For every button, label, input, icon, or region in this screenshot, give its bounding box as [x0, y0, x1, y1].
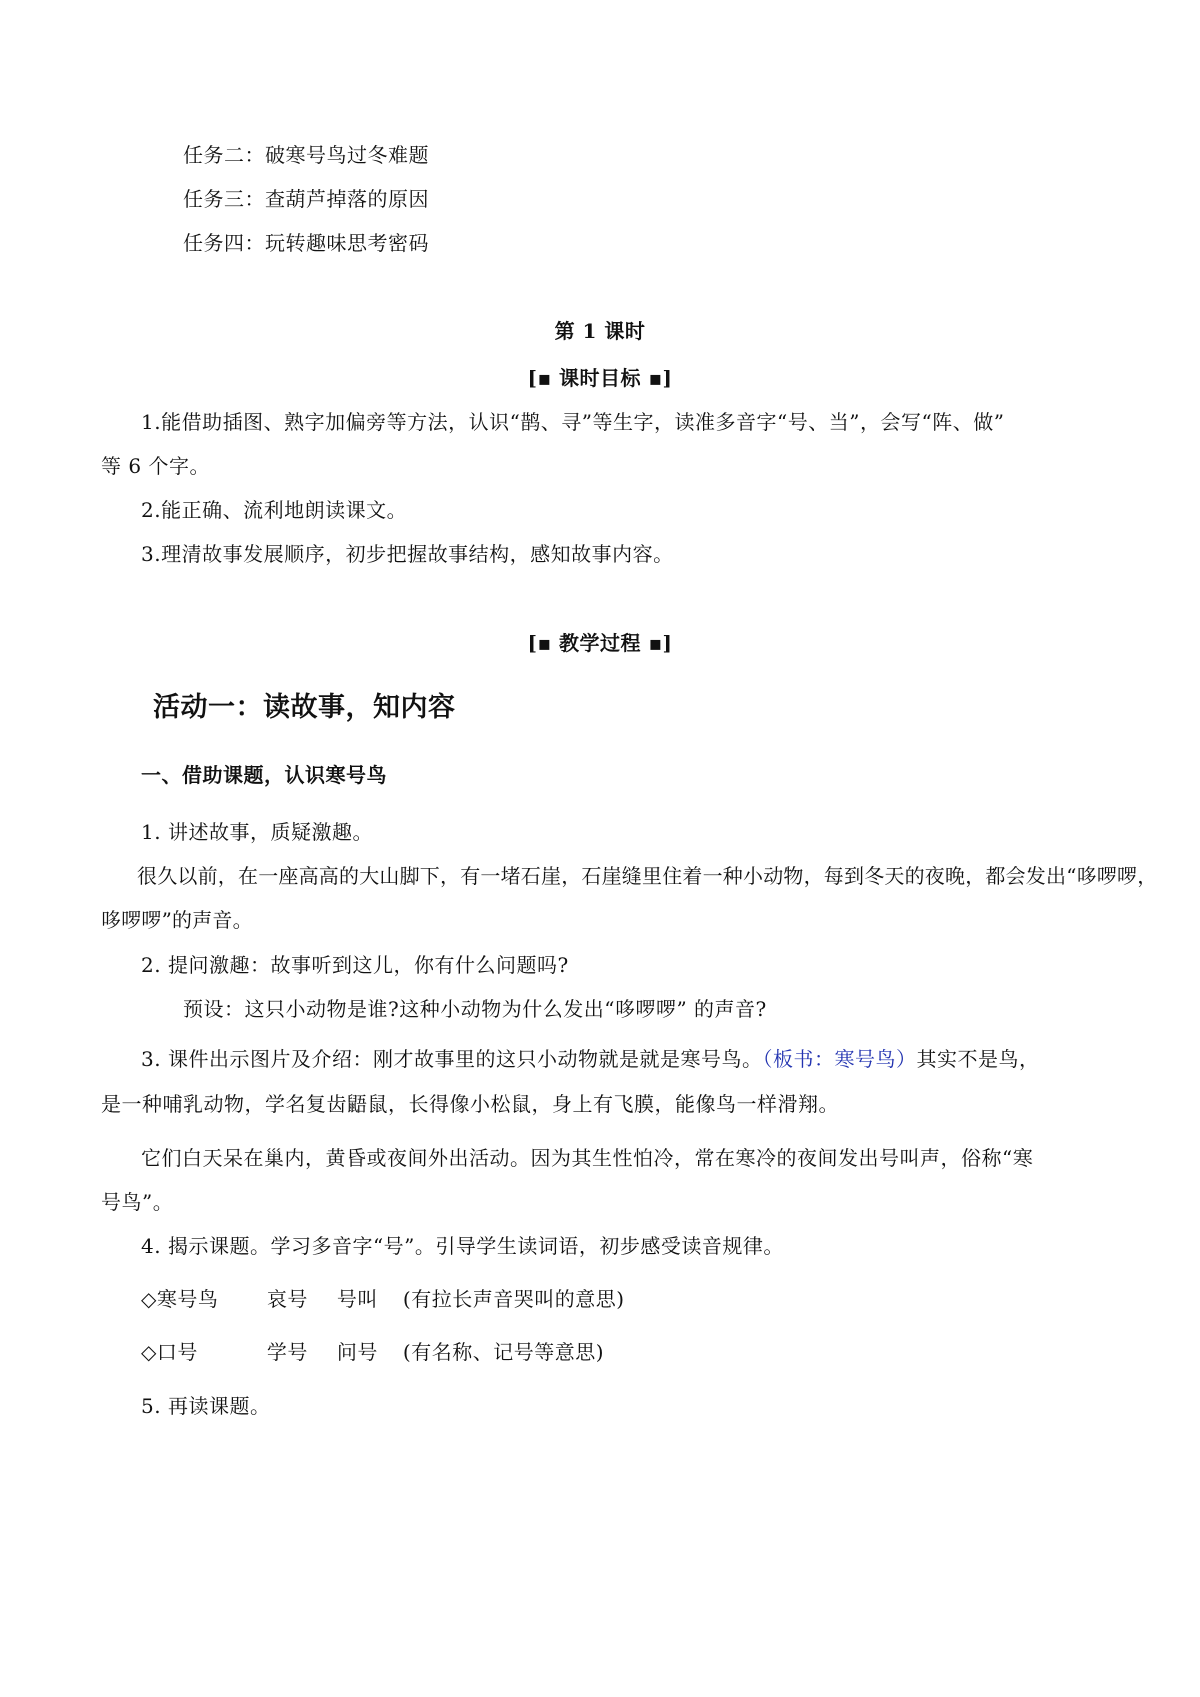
story-line-2: 哆啰啰”的声音。 [101, 908, 253, 932]
diamond-icon: ◇ [141, 1287, 157, 1311]
word-item: 问号 [336, 1340, 378, 1364]
step-3-line-1 [141, 1045, 1039, 1073]
habit-para-line-1: 它们白天呆在巢内，黄昏或夜间外出活动。因为其生性怕冷，常在寒冷的夜间发出号叫声，俗称“寒 [141, 1146, 1034, 1170]
objective-1-line-2: 等 6 个字。 [101, 454, 210, 478]
step-3-suffix: 其实不是鸟， [916, 1047, 1040, 1071]
step-1: 1. 讲述故事，质疑激趣。 [141, 820, 373, 844]
habit-para-line-2: 号鸟”。 [101, 1190, 174, 1214]
word-group-1 [141, 1285, 625, 1313]
process-heading: [▪ 教学过程 ▪] [527, 631, 673, 655]
step-5: 5. 再读课题。 [141, 1394, 271, 1418]
word-group-note: (有拉长声音哭叫的意思) [402, 1287, 625, 1311]
step-4: 4. 揭示课题。学习多音字“号”。引导学生读词语，初步感受读音规律。 [141, 1234, 784, 1258]
step-3-prefix: 3. 课件出示图片及介绍：刚才故事里的这只小动物就是就是寒号鸟。 [141, 1047, 763, 1071]
lesson-title: 第 1 课时 [554, 319, 646, 343]
board-note: （板书：寒号鸟） [762, 1047, 917, 1071]
story-line-1: 很久以前，在一座高高的大山脚下，有一堵石崖，石崖缝里住着一种小动物，每到冬天的夜晚，都会发出“哆啰啰， [137, 864, 1158, 888]
task-three: 任务三：查葫芦掉落的原因 [183, 187, 429, 211]
word-group-note: (有名称、记号等意思) [402, 1340, 604, 1364]
activity-title: 活动一：读故事，知内容 [153, 692, 456, 723]
word-item: 寒号鸟 [156, 1287, 219, 1311]
step-2: 2. 提问激趣：故事听到这儿，你有什么问题吗? [141, 953, 569, 977]
section-heading: 一、借助课题，认识寒号鸟 [141, 763, 387, 787]
task-two: 任务二：破寒号鸟过冬难题 [183, 143, 429, 167]
word-group-2 [141, 1338, 604, 1366]
word-item: 学号 [266, 1340, 308, 1364]
task-four: 任务四：玩转趣味思考密码 [183, 231, 429, 255]
word-item: 哀号 [266, 1287, 308, 1311]
objective-3: 3.理清故事发展顺序，初步把握故事结构，感知故事内容。 [141, 542, 674, 566]
word-item: 号叫 [336, 1287, 378, 1311]
word-item: 口号 [156, 1340, 198, 1364]
diamond-icon: ◇ [141, 1340, 157, 1364]
objectives-heading: [▪ 课时目标 ▪] [527, 366, 673, 390]
step-3-line-2: 是一种哺乳动物，学名复齿鼯鼠，长得像小松鼠，身上有飞膜，能像鸟一样滑翔。 [101, 1092, 839, 1116]
objective-2: 2.能正确、流利地朗读课文。 [141, 498, 408, 522]
preset-answer: 预设：这只小动物是谁?这种小动物为什么发出“哆啰啰” 的声音? [183, 997, 767, 1021]
objective-1-line-1: 1.能借助插图、熟字加偏旁等方法，认识“鹊、寻”等生字，读准多音字“号、当”，会写“阵、做” [141, 410, 1005, 434]
